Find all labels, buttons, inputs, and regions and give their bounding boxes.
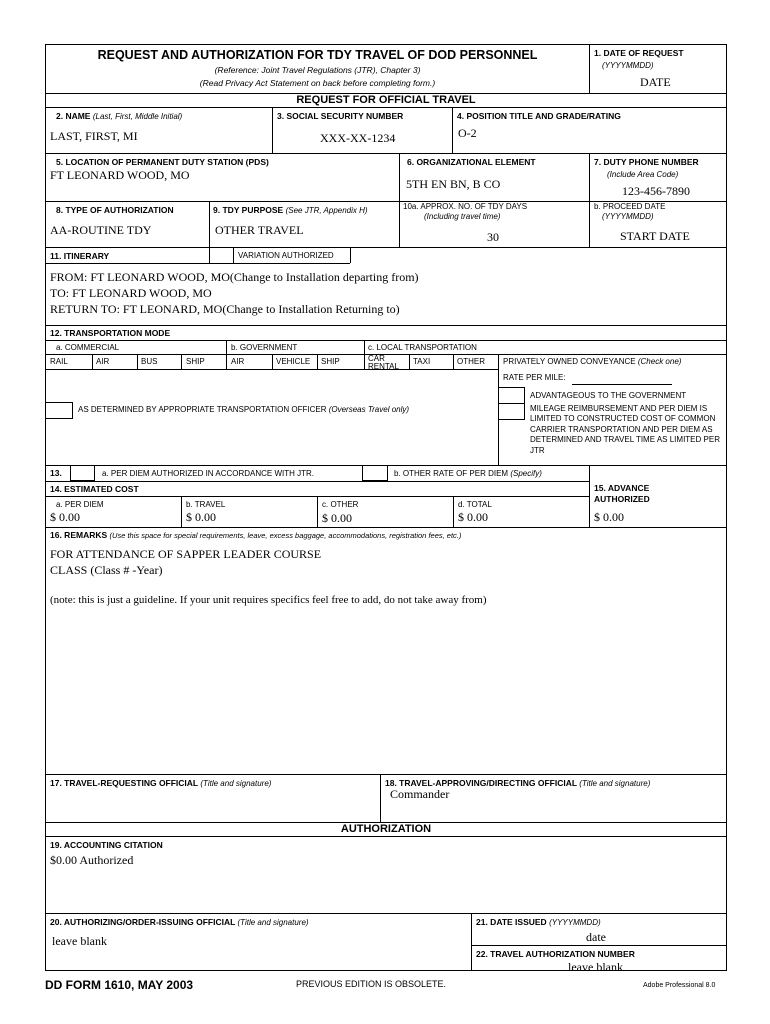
remarks-label: 16. REMARKS (Use this space for special requirements, leave, excess baggage, accommodations, registration fees, etc.) (50, 530, 462, 540)
auth-type-field[interactable]: AA-ROUTINE TDY (50, 223, 152, 237)
org-element-field[interactable]: 5TH EN BN, B CO (406, 177, 501, 191)
advance-authorized-label: 15. ADVANCE AUTHORIZED (594, 483, 650, 504)
variation-authorized-checkbox[interactable] (209, 247, 234, 263)
per-diem-jtr-label: a. PER DIEM AUTHORIZED IN ACCORDANCE WITH JTR. (102, 469, 315, 478)
cost-total-field[interactable]: $ 0.00 (458, 510, 488, 524)
cost-travel-label: b. TRAVEL (186, 500, 226, 509)
cost-other-label: c. OTHER (322, 500, 359, 509)
estimated-cost-label: 14. ESTIMATED COST (50, 484, 139, 494)
date-issued-field[interactable]: date (586, 930, 606, 944)
accounting-citation-label: 19. ACCOUNTING CITATION (50, 840, 163, 850)
date-of-request-field[interactable]: DATE (640, 75, 671, 89)
proceed-date-field[interactable]: START DATE (620, 229, 690, 243)
reference-note: (Reference: Joint Travel Regulations (JTR), Chapter 3) (214, 65, 421, 75)
itinerary-from[interactable]: FROM: FT LEONARD WOOD, MO(Change to Installation departing from) (50, 270, 419, 284)
local-transport-label: c. LOCAL TRANSPORTATION (368, 343, 477, 352)
ssn-label: 3. SOCIAL SECURITY NUMBER (277, 111, 404, 121)
auth-type-label: 8. TYPE OF AUTHORIZATION (56, 205, 174, 215)
cost-per-diem-field[interactable]: $ 0.00 (50, 510, 80, 524)
poc-label: PRIVATELY OWNED CONVEYANCE (Check one) (503, 357, 682, 366)
remarks-line-1[interactable]: FOR ATTENDANCE OF SAPPER LEADER COURSE (50, 547, 322, 561)
remarks-line-3[interactable]: (note: this is just a guideline. If your unit requires specifics feel free to add, do not take away from) (50, 594, 487, 606)
pds-field[interactable]: FT LEONARD WOOD, MO (50, 168, 190, 182)
proceed-date-label: b. PROCEED DATE (594, 202, 666, 211)
cost-total-label: d. TOTAL (458, 500, 492, 509)
phone-hint: (Include Area Code) (607, 170, 679, 179)
mode-other[interactable]: OTHER (457, 357, 485, 366)
position-field[interactable]: O-2 (458, 126, 477, 140)
section-title-request: REQUEST FOR OFFICIAL TRAVEL (296, 94, 476, 106)
name-label: 2. NAME (Last, First, Middle Initial) (56, 111, 183, 121)
date-issued-label: 21. DATE ISSUED (YYYYMMDD) (476, 917, 601, 927)
other-rate-checkbox[interactable] (362, 465, 388, 481)
cost-travel-field[interactable]: $ 0.00 (186, 510, 216, 524)
tdy-days-label: 10a. APPROX. NO. OF TDY DAYS (403, 202, 528, 211)
tdy-purpose-label: 9. TDY PURPOSE (See JTR, Appendix H) (213, 205, 368, 215)
mileage-limited-label: MILEAGE REIMBURSEMENT AND PER DIEM IS LIMITED TO CONSTRUCTED COST OF COMMON CARRIER TRANSPORTATION AND PER DIEM AS DETERMINED AND TRAVEL TIME AS LIMITED PER JTR (530, 404, 720, 455)
mode-air[interactable]: AIR (96, 357, 110, 366)
transport-mode-label: 12. TRANSPORTATION MODE (50, 328, 171, 338)
per-diem-jtr-checkbox[interactable] (70, 465, 95, 481)
authorization-title: AUTHORIZATION (340, 823, 432, 835)
commercial-label: a. COMMERCIAL (56, 343, 120, 352)
mode-rail[interactable]: RAIL (50, 357, 68, 366)
mode-taxi[interactable]: TAXI (413, 357, 431, 366)
advance-authorized-field[interactable]: $ 0.00 (594, 510, 624, 524)
phone-label: 7. DUTY PHONE NUMBER (594, 157, 699, 167)
cost-per-diem-label: a. PER DIEM (56, 500, 104, 509)
itinerary-to[interactable]: TO: FT LEONARD WOOD, MO (50, 286, 212, 300)
date-of-request-label: 1. DATE OF REQUEST (594, 48, 684, 58)
mode-vehicle[interactable]: VEHICLE (276, 357, 311, 366)
travel-auth-number-field[interactable]: leave blank (568, 960, 623, 974)
form-title: REQUEST AND AUTHORIZATION FOR TDY TRAVEL OF DOD PERSONNEL (97, 48, 538, 62)
date-of-request-format: (YYYYMMDD) (602, 61, 654, 70)
tdy-days-hint: (Including travel time) (424, 212, 501, 221)
obsolete-note: PREVIOUS EDITION IS OBSOLETE. (296, 979, 447, 989)
org-element-label: 6. ORGANIZATIONAL ELEMENT (407, 157, 536, 167)
mode-gov-ship[interactable]: SHIP (321, 357, 340, 366)
mode-bus[interactable]: BUS (141, 357, 158, 366)
per-diem-section-label: 13. (50, 468, 62, 478)
variation-authorized-label: VARIATION AUTHORIZED (238, 251, 334, 260)
issuing-official-label: 20. AUTHORIZING/ORDER-ISSUING OFFICIAL (Title and signature) (50, 917, 309, 927)
requesting-official-label: 17. TRAVEL-REQUESTING OFFICIAL (Title and signature) (50, 778, 272, 788)
tdy-days-field[interactable]: 30 (487, 230, 499, 244)
cost-other-field[interactable]: $ 0.00 (322, 511, 352, 525)
mode-car-rental[interactable]: CAR RENTAL (368, 354, 399, 371)
rate-per-mile-label: RATE PER MILE: (503, 373, 566, 382)
name-field[interactable]: LAST, FIRST, MI (50, 129, 138, 143)
tdy-purpose-field[interactable]: OTHER TRAVEL (215, 223, 304, 237)
ssn-field[interactable]: XXX-XX-1234 (320, 131, 396, 145)
itinerary-return[interactable]: RETURN TO: FT LEONARD, MO(Change to Installation Returning to) (50, 302, 400, 316)
remarks-line-2[interactable]: CLASS (Class # -Year) (50, 563, 163, 577)
other-rate-label: b. OTHER RATE OF PER DIEM (Specify) (394, 469, 542, 478)
transport-officer-label: AS DETERMINED BY APPROPRIATE TRANSPORTATION OFFICER (Overseas Travel only) (78, 405, 410, 414)
issuing-official-field[interactable]: leave blank (52, 934, 107, 948)
software-note: Adobe Professional 8.0 (643, 982, 716, 989)
privacy-note: (Read Privacy Act Statement on back before completing form.) (199, 78, 436, 88)
requesting-official-signature[interactable] (50, 792, 375, 820)
approving-official-field[interactable]: Commander (390, 787, 450, 801)
position-label: 4. POSITION TITLE AND GRADE/RATING (457, 111, 621, 121)
itinerary-label: 11. ITINERARY (50, 251, 110, 261)
travel-auth-number-label: 22. TRAVEL AUTHORIZATION NUMBER (476, 949, 635, 959)
mileage-limited-checkbox[interactable] (498, 403, 525, 420)
advantageous-checkbox[interactable] (498, 387, 525, 404)
government-label: b. GOVERNMENT (231, 343, 298, 352)
form-number: DD FORM 1610, MAY 2003 (45, 978, 194, 992)
phone-field[interactable]: 123-456-7890 (622, 184, 690, 198)
advantageous-label: ADVANTAGEOUS TO THE GOVERNMENT (530, 391, 687, 400)
accounting-citation-field[interactable]: $0.00 Authorized (50, 853, 134, 867)
mode-gov-air[interactable]: AIR (231, 357, 245, 366)
approving-official-label: 18. TRAVEL-APPROVING/DIRECTING OFFICIAL (Title and signature) (385, 778, 651, 788)
mode-ship[interactable]: SHIP (186, 357, 205, 366)
pds-label: 5. LOCATION OF PERMANENT DUTY STATION (PDS) (56, 157, 269, 167)
proceed-date-format: (YYYYMMDD) (602, 212, 654, 221)
transport-officer-checkbox[interactable] (45, 402, 73, 419)
